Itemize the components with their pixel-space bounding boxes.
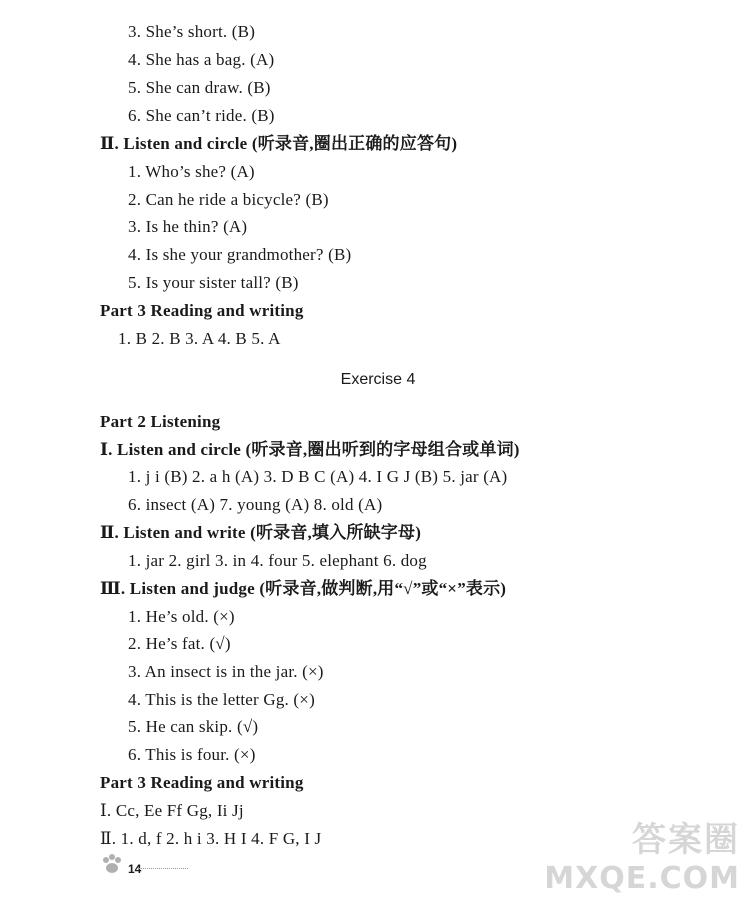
section-title: Ⅰ. Listen and circle (听录音,圈出听到的字母组合或单词) <box>100 440 520 459</box>
answer-line: 1. jar 2. girl 3. in 4. four 5. elephant 6. dog <box>128 551 427 570</box>
part-title: Part 3 Reading and writing <box>100 301 304 320</box>
section-title: Ⅱ. Listen and circle (听录音,圈出正确的应答句) <box>100 134 458 153</box>
footer-divider <box>138 868 188 869</box>
watermark <box>544 812 740 896</box>
answer-line: 6. She can’t ride. (B) <box>128 106 275 125</box>
answer-line: 6. insect (A) 7. young (A) 8. old (A) <box>128 495 383 514</box>
answer-line: 1. j i (B) 2. a h (A) 3. D B C (A) 4. I G J (B) 5. jar (A) <box>128 467 508 486</box>
answer-line: 1. Who’s she? (A) <box>128 162 255 181</box>
answer-line: 1. He’s old. (×) <box>128 607 235 626</box>
answer-line: 4. This is the letter Gg. (×) <box>128 690 315 709</box>
part-title: Part 2 Listening <box>100 412 221 431</box>
answer-line: 2. He’s fat. (√) <box>128 634 231 653</box>
watermark-url: MXQE.COM <box>544 861 740 896</box>
answer-line: 4. Is she your grandmother? (B) <box>128 245 352 264</box>
answer-line: 4. She has a bag. (A) <box>128 50 275 69</box>
answer-line: 6. This is four. (×) <box>128 745 256 764</box>
answer-line: 2. Can he ride a bicycle? (B) <box>128 190 329 209</box>
part-title: Part 3 Reading and writing <box>100 773 304 792</box>
answer-line: Ⅱ. 1. d, f 2. h i 3. H I 4. F G, I J <box>100 829 322 848</box>
answer-line: 5. Is your sister tall? (B) <box>128 273 299 292</box>
section-title: Ⅲ. Listen and judge (听录音,做判断,用“√”或“×”表示) <box>100 579 507 598</box>
paw-icon <box>100 852 126 878</box>
answer-line: 3. Is he thin? (A) <box>128 217 248 236</box>
answer-line: 3. An insect is in the jar. (×) <box>128 662 324 681</box>
answer-line: 5. He can skip. (√) <box>128 717 259 736</box>
answer-line: Ⅰ. Cc, Ee Ff Gg, Ii Jj <box>100 801 244 820</box>
section-title: Ⅱ. Listen and write (听录音,填入所缺字母) <box>100 523 422 542</box>
answer-line: 1. B 2. B 3. A 4. B 5. A <box>118 329 281 348</box>
page-number: 14 <box>128 862 142 876</box>
exercise-heading: Exercise 4 <box>340 371 416 388</box>
answer-line: 5. She can draw. (B) <box>128 78 271 97</box>
watermark-logo: 答案圈 <box>632 820 740 860</box>
answer-line: 3. She’s short. (B) <box>128 22 256 41</box>
